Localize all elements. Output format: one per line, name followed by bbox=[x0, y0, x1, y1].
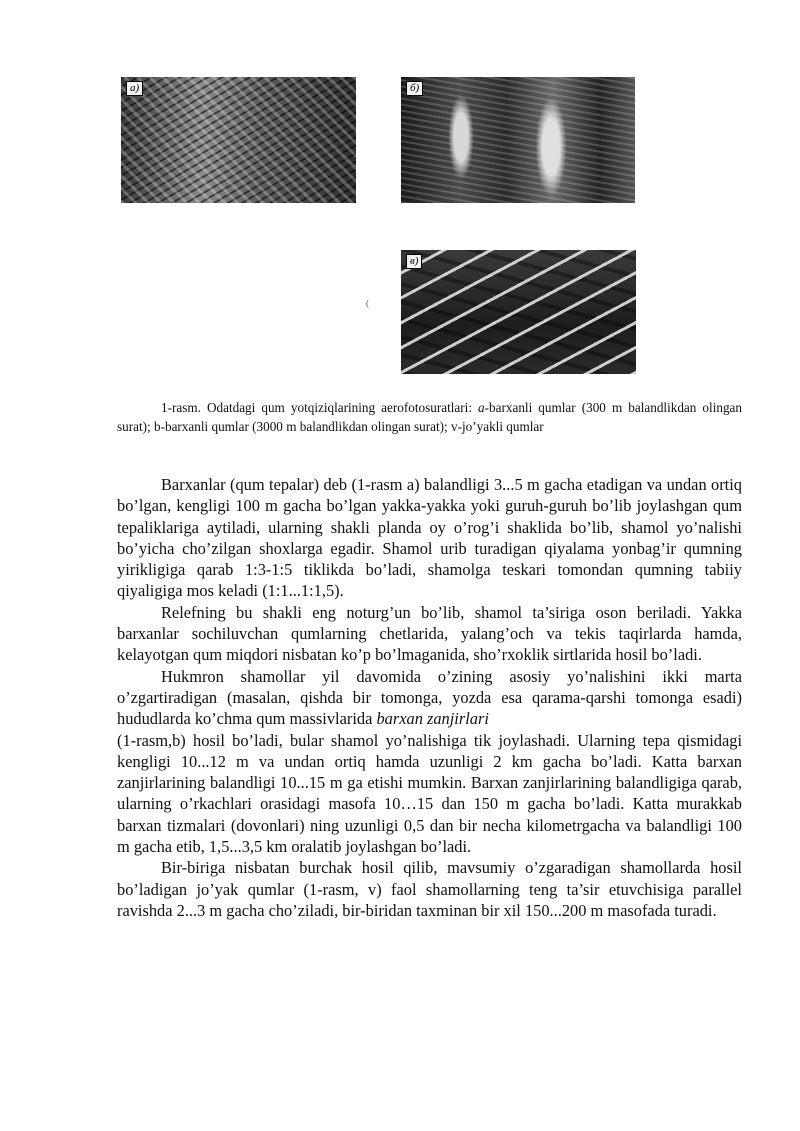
figure-caption bbox=[117, 398, 742, 436]
term-barxan-zanjirlari: barxan zanjirlari bbox=[376, 709, 489, 729]
caption-italic: a bbox=[478, 400, 485, 415]
caption-suffix: -barxanli qumlar (300 m balandlikdan olingan surat); b-barxanli qumlar (3000 m balandlikdan olingan surat); v-jo’yakli qumlar bbox=[117, 400, 742, 434]
figure-label-b: б) bbox=[406, 81, 423, 96]
caption-prefix: 1-rasm. Odatdagi qum yotqiziqlarining aerofotosuratlari: bbox=[161, 400, 479, 415]
aerial-photo-a bbox=[121, 77, 356, 203]
figure-label-a: a) bbox=[126, 81, 143, 96]
paragraph-5: Bir-biriga nisbatan burchak hosil qilib, mavsumiy o’zgaradigan shamollarda hosil bo’ladigan jo’yak qumlar (1-rasm, v) faol shamollarning teng ta’sir etuvchisiga parallel ravishda 2...3 m gacha cho’ziladi, bir-biridan taxminan bir xil 150...200 m masofada turadi. bbox=[117, 858, 742, 920]
figure-label-v: в) bbox=[406, 254, 422, 269]
paragraph-4: (1-rasm,b) hosil bo’ladi, bular shamol yo’nalishiga tik joylashadi. Ularning tepa qismidagi kengligi 10...12 m va undan ortiq hamda uzunligi 2 km gacha bo’ladi. Katta barxan zanjirlarining balandligi 10...15 m ga etishi mumkin. Barxan zanjirlarining balandligiga qarab, ularning o’rkachlari orasidagi masofa 10…15 dan 150 m gacha bo’ladi. Katta murakkab barxan tizmalari (dovonlari) ning uzunligi 0,5 dan bir necha kilometrgacha va balandligi 100 m gacha etib, 1,5...3,5 km oralatib joylashgan bo’ladi. bbox=[117, 730, 742, 857]
stray-mark: ( bbox=[366, 298, 369, 308]
aerial-photo-v bbox=[401, 250, 636, 374]
paragraph-3-text: Hukmron shamollar yil davomida o’zining asosiy yo’nalishini ikki marta o’zgartiradigan (masalan, qishda bir tomonga, yozda esa qarama-qarshi tomonga esadi) hududlarda ko’chma qum massivlarida bbox=[117, 666, 742, 729]
paragraph-1: Barxanlar (qum tepalar) deb (1-rasm a) balandligi 3...5 m gacha etadigan va undan ortiq bo’lgan, kengligi 100 m gacha bo’lgan yakka-yakka yoki guruh-guruh bo’lib joylashgan qum tepaliklariga aytiladi, ularning shakli planda oy o’rog’i shaklida bo’lib, shamol yo’nalishi bo’yicha cho’zilgan shoxlarga egadir. Shamol urib turadigan qiyalama yonbag’ir qumning yirikligiga qarab 1:3-1:5 tiklikda bo’ladi, shamolga teskari tomondan qumning tabiiy qiyaligiga mos keladi (1:1...1:1,5). bbox=[117, 475, 742, 601]
paragraph-3 bbox=[117, 666, 742, 730]
body-text bbox=[117, 474, 742, 921]
aerial-photo-b bbox=[401, 77, 635, 203]
paragraph-2: Relefning bu shakli eng noturg’un bo’lib, shamol ta’siriga oson beriladi. Yakka barxanlar sochiluvchan qumlarning chetlarida, yalang’och va tekis taqirlarda hamda, kelayotgan qum miqdori nisbatan ko’p bo’lmaganida, sho’rxoklik sirtlarida hosil bo’ladi. bbox=[117, 602, 742, 665]
